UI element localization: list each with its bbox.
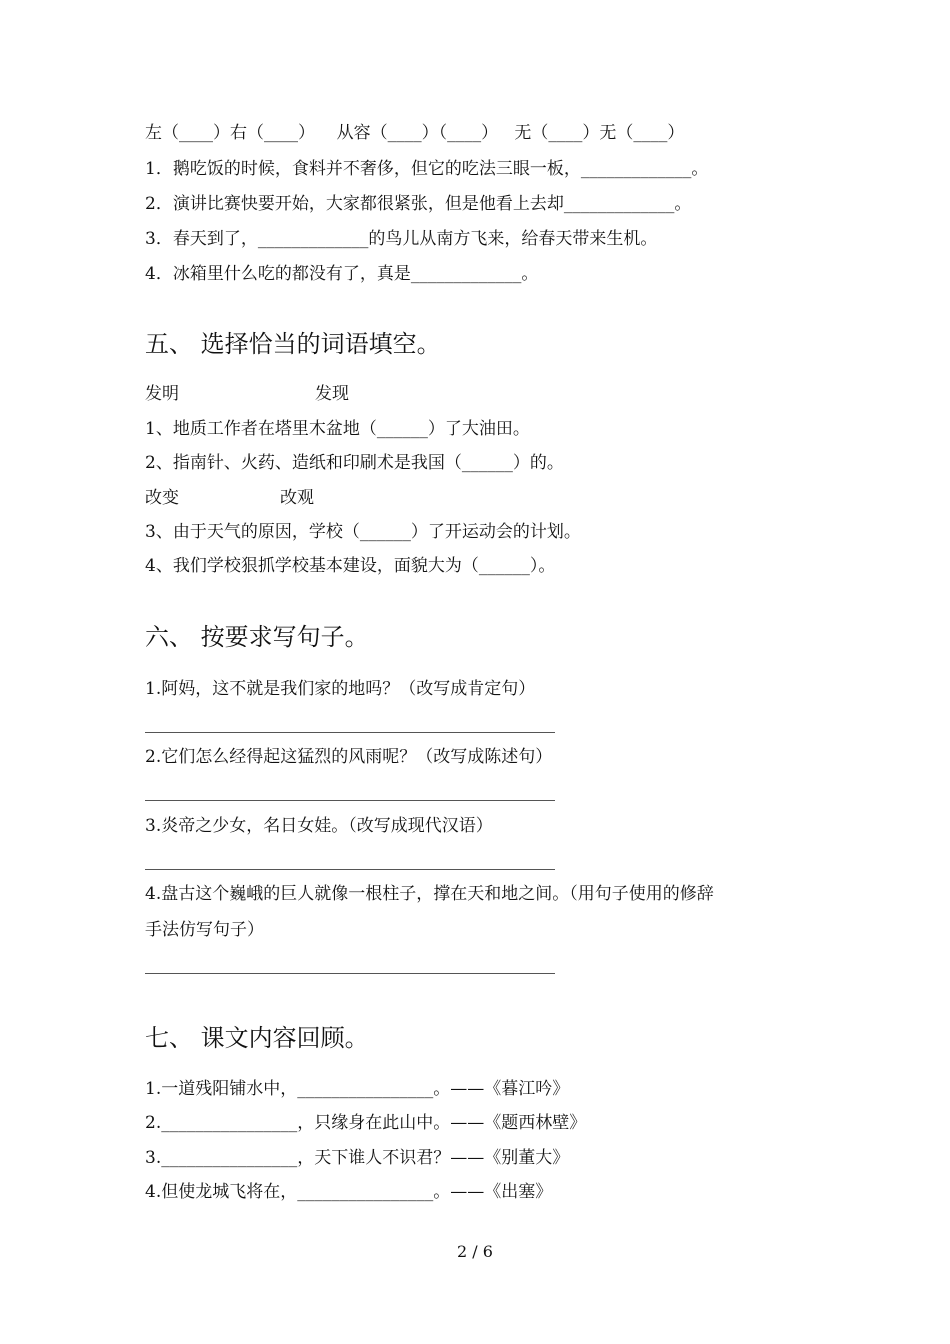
rewrite-question-3: 3.炎帝之少女，名日女娃。（改写成现代汉语） [145,816,493,836]
choice-item-3: 3、由于天气的原因，学校（______）了开运动会的计划。 [145,522,581,542]
word-option: 发明 [145,384,179,404]
recall-item-1: 1.一道残阳铺水中，________________。——《暮江吟》 [145,1079,570,1099]
choice-item-1: 1、地质工作者在塔里木盆地（______）了大油田。 [145,419,530,439]
rewrite-question-4: 4.盘古这个巍峨的巨人就像一根柱子，撑在天和地之间。（用句子使用的修辞 [145,884,714,904]
recall-item-2: 2.________________，只缘身在此山中。——《题西林壁》 [145,1113,587,1133]
section-6-title: 六、 按要求写句子。 [145,623,369,651]
answer-line [145,732,555,733]
word-option: 改变 [145,488,179,508]
recall-item-3: 3.________________，天下谁人不识君？——《别董大》 [145,1148,570,1168]
rewrite-question-2: 2.它们怎么经得起这猛烈的风雨呢？（改写成陈述句） [145,747,553,767]
fill-item-4: 4．冰箱里什么吃的都没有了，真是_____________。 [145,264,539,284]
fill-item-2: 2．演讲比赛快要开始，大家都很紧张，但是他看上去却_____________。 [145,194,692,214]
section-5-title: 五、 选择恰当的词语填空。 [145,330,441,358]
fill-item-3: 3．春天到了，_____________的鸟儿从南方飞来，给春天带来生机。 [145,229,658,249]
word-option: 改观 [280,488,314,508]
rewrite-question-4-cont: 手法仿写句子） [145,920,264,940]
answer-line [145,869,555,870]
choice-item-4: 4、我们学校狠抓学校基本建设，面貌大为（______）。 [145,556,556,576]
choice-item-2: 2、指南针、火药、造纸和印刷术是我国（______）的。 [145,453,564,473]
section-7-title: 七、 课文内容回顾。 [145,1024,369,1052]
word-choice-group-2 [145,486,314,510]
word-choice-group-1 [145,382,349,406]
answer-line [145,973,555,974]
page-number: 2 / 6 [457,1242,493,1261]
fill-item-1: 1．鹅吃饭的时候，食料并不奢侈，但它的吃法三眼一板，_____________。 [145,159,709,179]
rewrite-question-1: 1.阿妈，这不就是我们家的地吗？（改写成肯定句） [145,679,536,699]
word-option: 发现 [315,384,349,404]
antonym-fill-line: 左（____）右（____） 从容（____）（____） 无（____）无（____） [145,123,685,143]
answer-line [145,800,555,801]
recall-item-4: 4.但使龙城飞将在，________________。——《出塞》 [145,1182,553,1202]
